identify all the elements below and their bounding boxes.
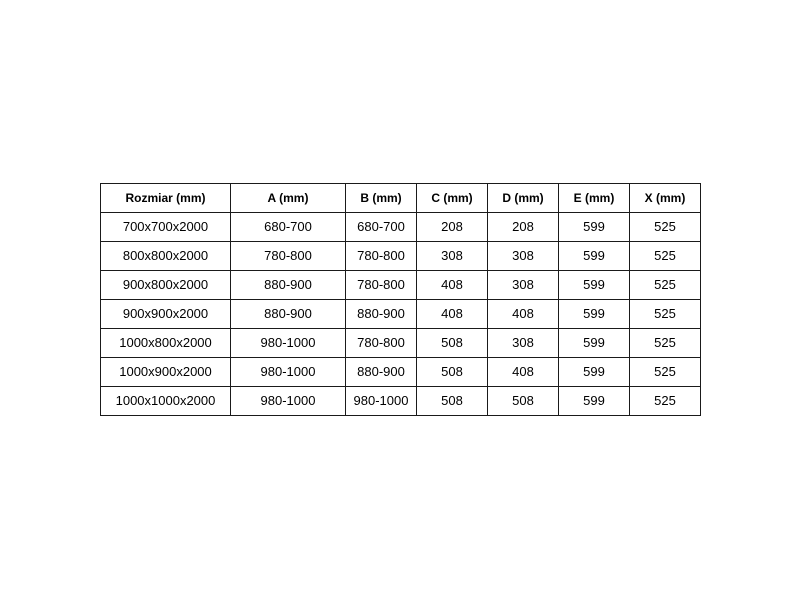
- cell-x: 525: [630, 213, 701, 242]
- cell-b: 980-1000: [346, 387, 417, 416]
- cell-e: 599: [559, 358, 630, 387]
- cell-a: 680-700: [231, 213, 346, 242]
- cell-e: 599: [559, 271, 630, 300]
- cell-x: 525: [630, 329, 701, 358]
- cell-a: 980-1000: [231, 358, 346, 387]
- cell-x: 525: [630, 271, 701, 300]
- cell-c: 408: [417, 271, 488, 300]
- cell-d: 308: [488, 242, 559, 271]
- cell-e: 599: [559, 387, 630, 416]
- cell-d: 508: [488, 387, 559, 416]
- cell-a: 880-900: [231, 300, 346, 329]
- cell-d: 408: [488, 358, 559, 387]
- cell-c: 208: [417, 213, 488, 242]
- cell-c: 308: [417, 242, 488, 271]
- table-row: [101, 358, 701, 387]
- dimensions-table: [100, 183, 701, 416]
- table-row: [101, 300, 701, 329]
- cell-x: 525: [630, 242, 701, 271]
- cell-d: 408: [488, 300, 559, 329]
- cell-d: 208: [488, 213, 559, 242]
- cell-size: 700x700x2000: [101, 213, 231, 242]
- header-size: Rozmiar (mm): [101, 184, 231, 213]
- cell-c: 408: [417, 300, 488, 329]
- cell-b: 880-900: [346, 358, 417, 387]
- table-row: [101, 242, 701, 271]
- cell-e: 599: [559, 242, 630, 271]
- cell-a: 980-1000: [231, 329, 346, 358]
- header-e: E (mm): [559, 184, 630, 213]
- table-row: [101, 271, 701, 300]
- cell-b: 780-800: [346, 329, 417, 358]
- cell-b: 880-900: [346, 300, 417, 329]
- cell-x: 525: [630, 387, 701, 416]
- cell-e: 599: [559, 300, 630, 329]
- table-row: [101, 387, 701, 416]
- cell-c: 508: [417, 387, 488, 416]
- cell-d: 308: [488, 329, 559, 358]
- cell-size: 1000x900x2000: [101, 358, 231, 387]
- cell-c: 508: [417, 358, 488, 387]
- cell-a: 980-1000: [231, 387, 346, 416]
- header-c: C (mm): [417, 184, 488, 213]
- header-b: B (mm): [346, 184, 417, 213]
- cell-x: 525: [630, 358, 701, 387]
- cell-size: 800x800x2000: [101, 242, 231, 271]
- table-row: [101, 329, 701, 358]
- cell-size: 900x800x2000: [101, 271, 231, 300]
- cell-e: 599: [559, 213, 630, 242]
- header-x: X (mm): [630, 184, 701, 213]
- table-header-row: [101, 184, 701, 213]
- header-d: D (mm): [488, 184, 559, 213]
- dimensions-table-container: [100, 183, 700, 416]
- cell-b: 680-700: [346, 213, 417, 242]
- cell-c: 508: [417, 329, 488, 358]
- header-a: A (mm): [231, 184, 346, 213]
- cell-size: 1000x1000x2000: [101, 387, 231, 416]
- cell-x: 525: [630, 300, 701, 329]
- cell-e: 599: [559, 329, 630, 358]
- cell-d: 308: [488, 271, 559, 300]
- cell-size: 900x900x2000: [101, 300, 231, 329]
- cell-a: 880-900: [231, 271, 346, 300]
- cell-a: 780-800: [231, 242, 346, 271]
- cell-b: 780-800: [346, 271, 417, 300]
- cell-b: 780-800: [346, 242, 417, 271]
- cell-size: 1000x800x2000: [101, 329, 231, 358]
- table-row: [101, 213, 701, 242]
